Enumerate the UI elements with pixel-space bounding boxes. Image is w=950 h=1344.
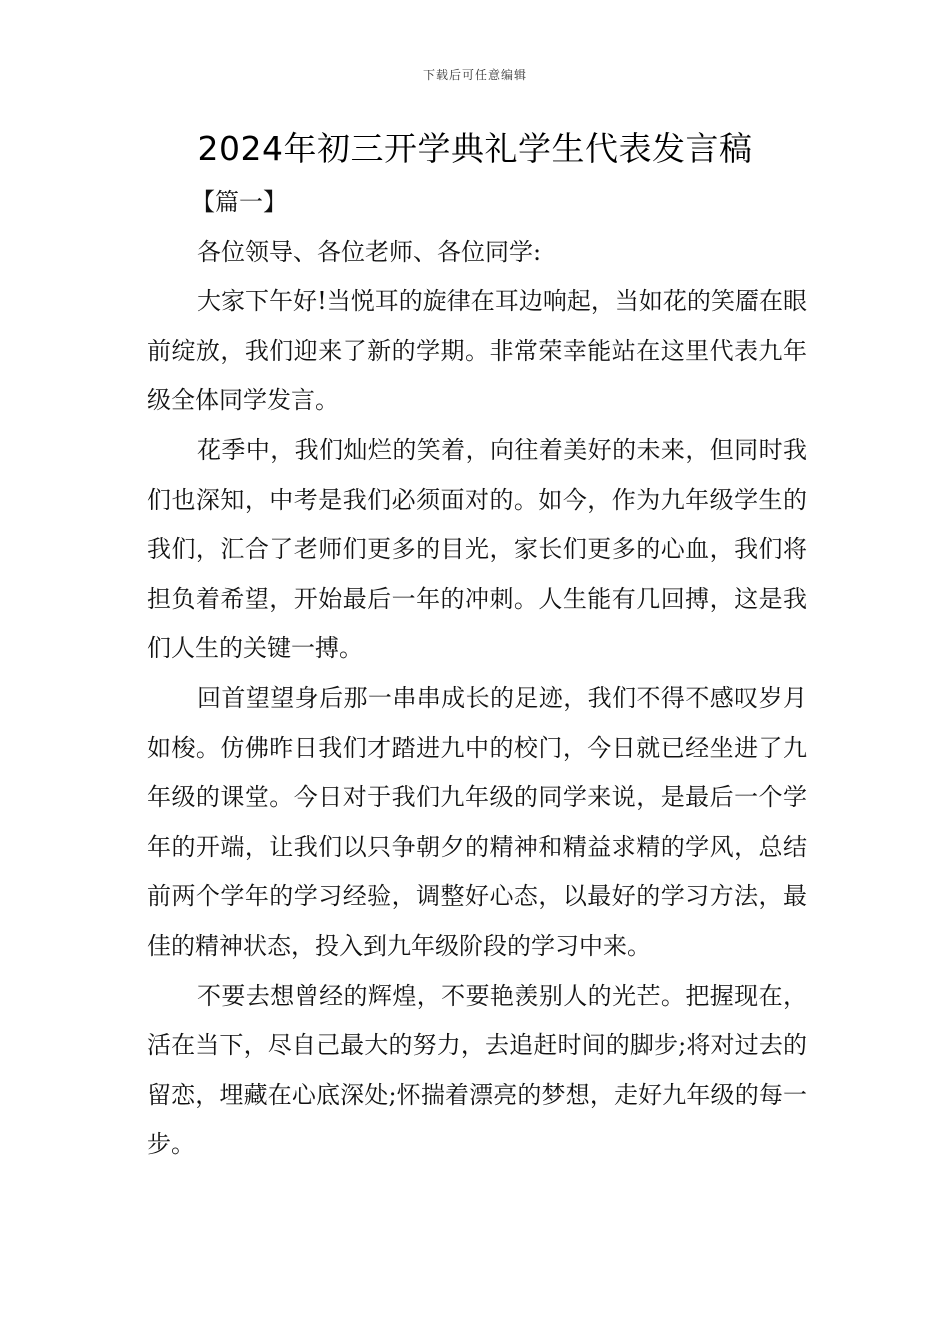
- header-note: 下载后可任意编辑: [422, 68, 527, 82]
- document-body: [147, 178, 807, 1170]
- paragraph: 花季中，我们灿烂的笑着，向往着美好的未来，但同时我们也深知，中考是我们必须面对的。如今，作为九年级学生的我们，汇合了老师们更多的目光，家长们更多的心血，我们将担负着希望，开始最后一年的冲刺。人生能有几回搏，这是我们人生的关键一搏。: [147, 435, 807, 663]
- paragraph: 不要去想曾经的辉煌，不要艳羡别人的光芒。把握现在，活在当下，尽自己最大的努力，去追赶时间的脚步;将对过去的留恋，埋藏在心底深处;怀揣着漂亮的梦想，走好九年级的每一步。: [147, 981, 807, 1159]
- section-label: 【篇一】: [191, 188, 287, 216]
- paragraph: 回首望望身后那一串串成长的足迹，我们不得不感叹岁月如梭。仿佛昨日我们才踏进九中的校门，今日就已经坐进了九年级的课堂。今日对于我们九年级的同学来说，是最后一个学年的开端，让我们以只争朝夕的精神和精益求精的学风，总结前两个学年的学习经验，调整好心态，以最好的学习方法，最佳的精神状态，投入到九年级阶段的学习中来。: [147, 683, 807, 960]
- document-title: 2024年初三开学典礼学生代表发言稿: [197, 129, 753, 168]
- paragraph-salutation: 各位领导、各位老师、各位同学:: [197, 237, 542, 266]
- paragraph: 大家下午好!当悦耳的旋律在耳边响起，当如花的笑靥在眼前绽放，我们迎来了新的学期。非常荣幸能站在这里代表九年级全体同学发言。: [147, 287, 807, 415]
